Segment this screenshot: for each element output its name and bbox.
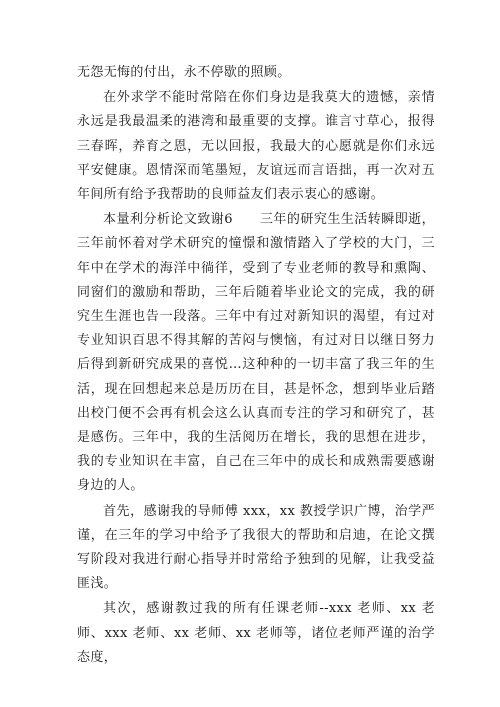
paragraph-family-thanks: 在外求学不能时常陪在你们身边是我莫大的遗憾，亲情永远是我最温柔的港湾和最重要的支撑。谁言寸草心，报得三春晖，养育之恩，无以回报，我最大的心愿就是你们永远平安健康。恩情深而笔墨短，友谊远而言语拙，再一次对五年间所有给予我帮助的良师益友们表示衷心的感谢。 (77, 90, 435, 203)
paragraph-teachers-thanks: 其次，感谢教过我的所有任课老师--xxx 老师、xx 老师、xxx 老师、xx 老师、xx 老师等，诸位老师严谨的治学态度， (77, 601, 435, 665)
paragraph-closing-line: 无怨无悔的付出，永不停歇的照顾。 (77, 65, 291, 80)
paragraph-advisor-thanks: 首先，感谢我的导师傅 xxx，xx 教授学识广博，治学严谨，在三年的学习中给予了我很大的帮助和启迪，在论文撰写阶段对我进行耐心指导并时常给予独到的见解，让我受益匪浅。 (77, 503, 435, 592)
paragraph-acknowledgement-6: 本量利分析论文致谢6 三年的研究生生活转瞬即逝，三年前怀着对学术研究的憧憬和激情踏入了学校的大门，三年中在学术的海洋中徜徉，受到了专业老师的教导和熏陶、同窗们的激励和帮助，三年后随着毕业论文的完成，我的研究生生涯也告一段落。三年中有过对新知识的渴望，有过对专业知识百思不得其解的苦闷与懊恼，有过对日以继日努力后得到新研究成果的喜悦…这种种的一切丰富了我三年的生活，现在回想起来总是历历在目，甚是怀念，想到毕业后踏出校门便不会再有机会这么认真而专注的学习和研究了，甚是感伤。三年中，我的生活阅历在增长，我的思想在进步，我的专业知识在丰富，自己在三年中的成长和成熟需要感谢身边的人。 (77, 212, 435, 494)
document-body (77, 61, 435, 671)
